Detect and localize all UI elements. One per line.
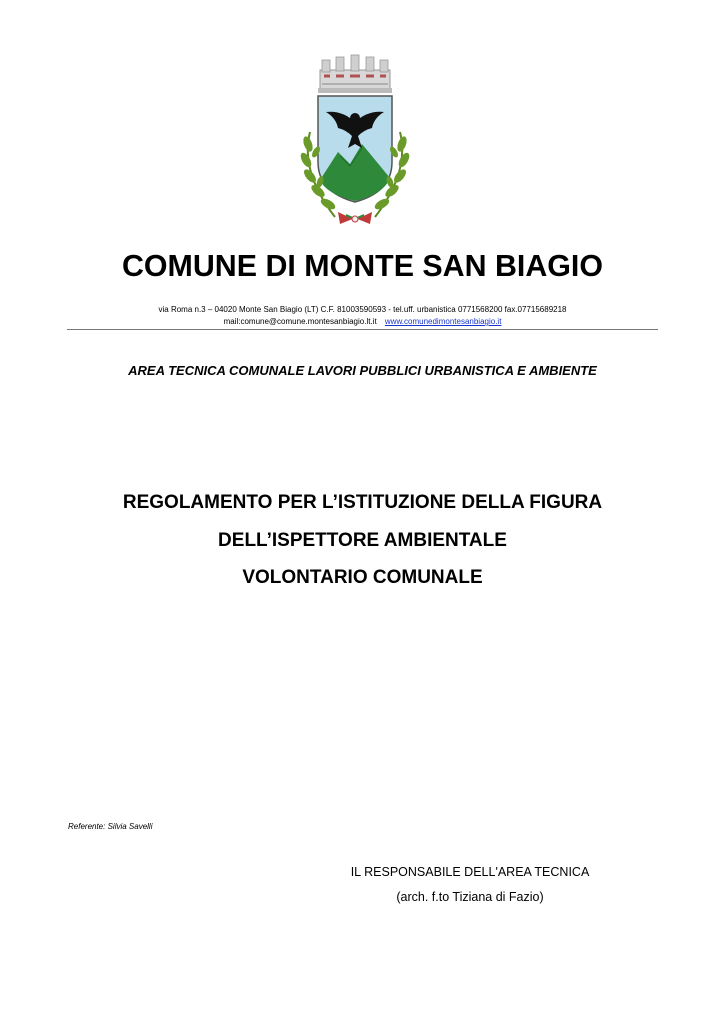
document-title-line-1: REGOLAMENTO PER L’ISTITUZIONE DELLA FIGURA xyxy=(122,492,603,513)
signature-role: IL RESPONSABILE DELL'AREA TECNICA xyxy=(350,865,590,879)
department-heading: AREA TECNICA COMUNALE LAVORI PUBBLICI URBANISTICA E AMBIENTE xyxy=(128,363,597,378)
shield-icon xyxy=(318,96,392,202)
website-link[interactable]: www.comunedimontesanbiagio.it xyxy=(384,317,502,326)
email-text: mail:comune@comune.montesanbiagio.lt.it xyxy=(223,317,377,326)
document-title-line-3: VOLONTARIO COMUNALE xyxy=(242,567,483,588)
contact-line xyxy=(0,317,725,327)
referente-note: Referente: Silvia Savelli xyxy=(68,822,153,831)
header-divider xyxy=(67,329,658,330)
ribbon-icon xyxy=(338,212,372,224)
municipality-title: COMUNE DI MONTE SAN BIAGIO xyxy=(121,248,604,283)
document-title-line-2: DELL’ISPETTORE AMBIENTALE xyxy=(218,530,507,551)
signature-name: (arch. f.to Tiziana di Fazio) xyxy=(396,890,544,904)
coat-of-arms-icon xyxy=(280,52,430,232)
address-line: via Roma n.3 – 04020 Monte San Biagio (LT) C.F. 81003590593 - tel.uff. urbanistica 0771568200 fax.07715689218 xyxy=(158,305,567,314)
crown-icon xyxy=(318,55,392,93)
